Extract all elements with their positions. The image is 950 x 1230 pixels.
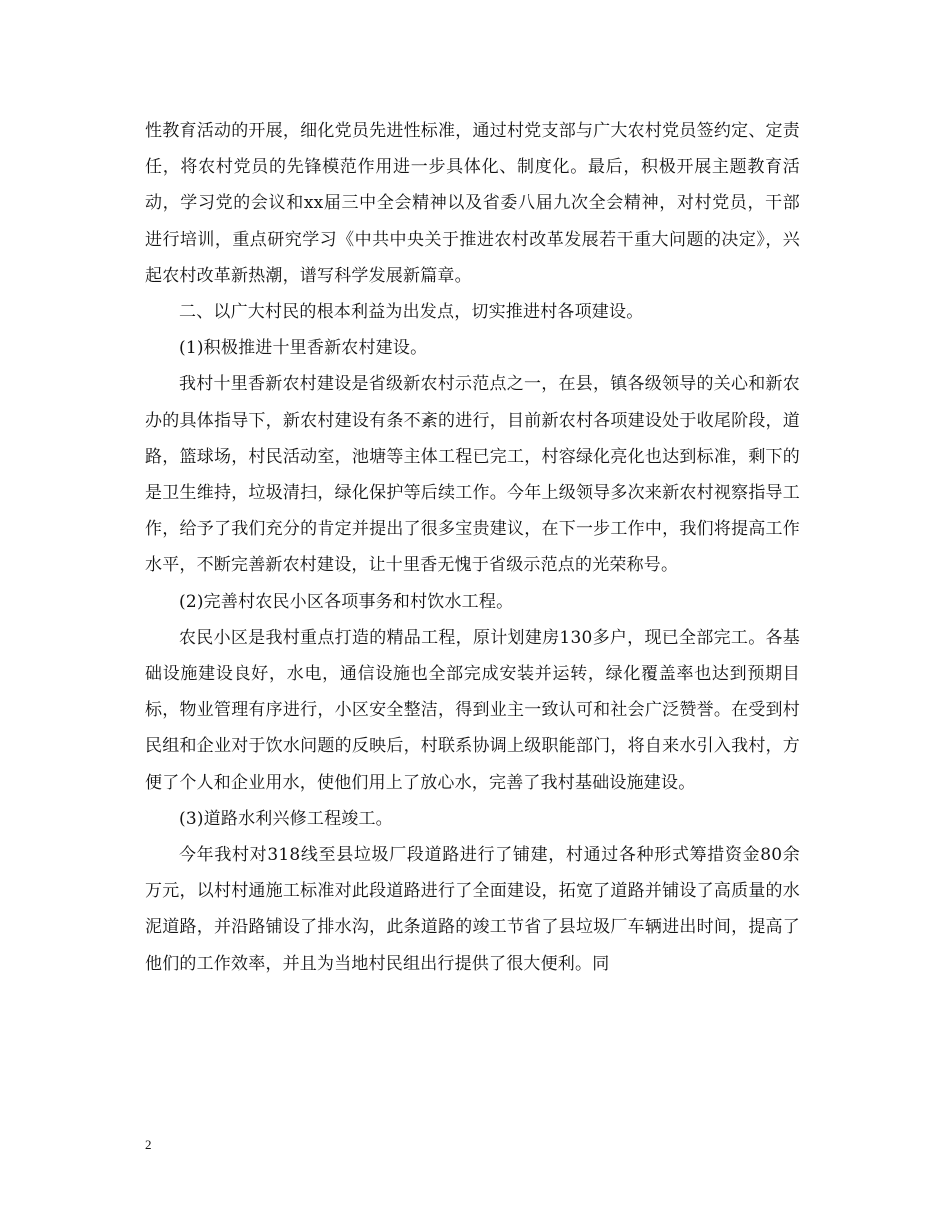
paragraph-farmer-community: 农民小区是我村重点打造的精品工程，原计划建房130多户，现已全部完工。各基础设施建设良好，水电，通信设施也全部完成安装并运转，绿化覆盖率也达到预期目标，物业管理有序进行，小区安全整洁，得到业主一致认可和社会广泛赞誉。在受到村民组和企业对于饮水问题的反映后，村联系协调上级职能部门，将自来水引入我村，方便了个人和企业用水，使他们用上了放心水，完善了我村基础设施建设。 [145, 627, 800, 793]
subheading-two: (2)完善村农民小区各项事务和村饮水工程。 [179, 591, 514, 612]
subheading-three: (3)道路水利兴修工程竣工。 [179, 808, 393, 829]
section-heading-two: 二、以广大村民的根本利益为出发点，切实推进村各项建设。 [179, 302, 644, 323]
document-body [145, 113, 800, 982]
paragraph-new-village: 我村十里香新农村建设是省级新农村示范点之一，在县，镇各级领导的关心和新农办的具体指导下，新农村建设有条不紊的进行，目前新农村各项建设处于收尾阶段，道路，篮球场，村民活动室，池塘等主体工程已完工，村容绿化亮化也达到标准，剩下的是卫生维持，垃圾清扫，绿化保护等后续工作。今年上级领导多次来新农村视察指导工作，给予了我们充分的肯定并提出了很多宝贵建议，在下一步工作中，我们将提高工作水平，不断完善新农村建设，让十里香无愧于省级示范点的光荣称号。 [145, 374, 800, 576]
paragraph-continuation: 性教育活动的开展，细化党员先进性标准，通过村党支部与广大农村党员签约定、定责任，将农村党员的先锋模范作用进一步具体化、制度化。最后，积极开展主题教育活动，学习党的会议和xx届三中全会精神以及省委八届九次全会精神，对村党员，干部进行培训，重点研究学习《中共中央关于推进农村改革发展若干重大问题的决定》，兴起农村改革新热潮，谱写科学发展新篇章。 [145, 121, 800, 286]
subheading-one: (1)积极推进十里香新农村建设。 [179, 338, 428, 359]
paragraph-road-project: 今年我村对318线至县垃圾厂段道路进行了铺建，村通过各种形式筹措资金80余万元，以村村通施工标准对此段道路进行了全面建设，拓宽了道路并铺设了高质量的水泥道路，并沿路铺设了排水沟，此条道路的竣工节省了县垃圾厂车辆进出时间，提高了他们的工作效率，并且为当地村民组出行提供了很大便利。同 [145, 845, 800, 974]
page-number: 2 [145, 1137, 152, 1152]
